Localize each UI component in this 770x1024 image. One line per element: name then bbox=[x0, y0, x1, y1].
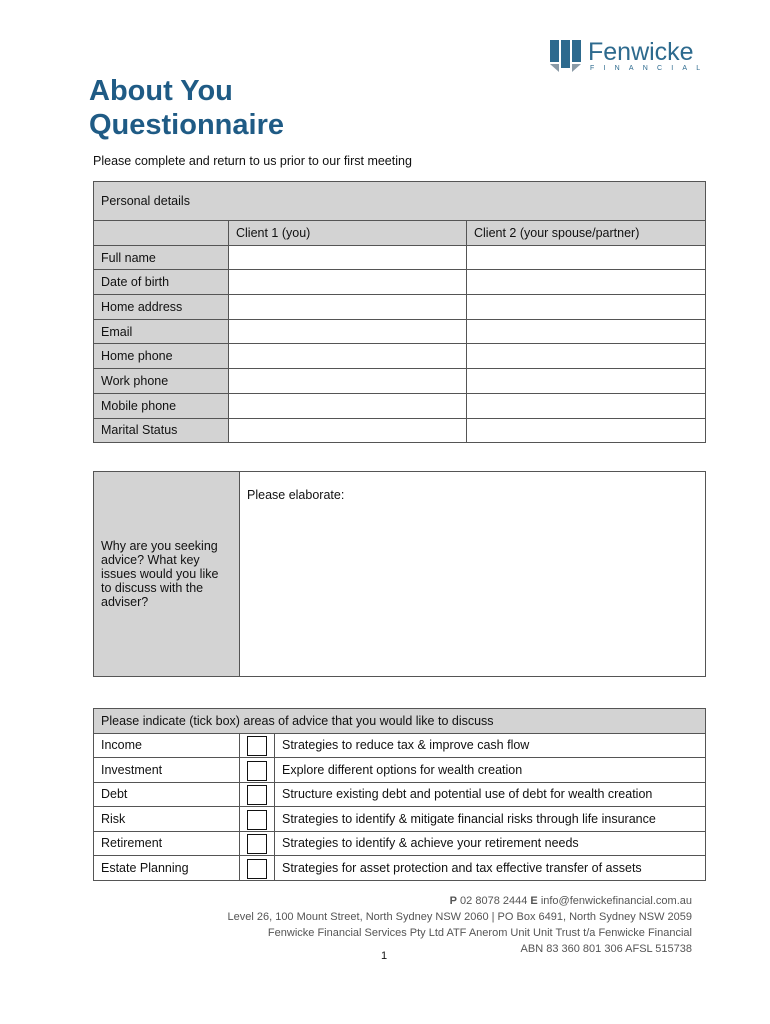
page-footer bbox=[228, 893, 693, 957]
table-row bbox=[94, 344, 706, 369]
checkbox-cell bbox=[240, 782, 275, 807]
table-row bbox=[94, 295, 706, 320]
table-row bbox=[94, 758, 706, 783]
advice-area-description: Strategies to identify & achieve your retirement needs bbox=[275, 831, 706, 856]
title-line-2: Questionnaire bbox=[89, 109, 284, 141]
footer-address: Level 26, 100 Mount Street, North Sydney NSW 2060 | PO Box 6491, North Sydney NSW 2059 bbox=[227, 911, 692, 923]
row-label: Home phone bbox=[94, 344, 229, 369]
footer-phone: 02 8078 2444 bbox=[460, 895, 528, 907]
footer-contact-line bbox=[228, 893, 693, 909]
blank-header-cell bbox=[94, 221, 229, 246]
table-row bbox=[94, 807, 706, 832]
row-label: Full name bbox=[94, 245, 229, 270]
investment-checkbox[interactable] bbox=[247, 761, 267, 781]
client1-column-header: Client 1 (you) bbox=[229, 221, 467, 246]
row-label: Home address bbox=[94, 295, 229, 320]
advice-area-description: Structure existing debt and potential use of debt for wealth creation bbox=[275, 782, 706, 807]
seeking-advice-question: Why are you seeking advice? What key issues would you like to discuss with the adviser? bbox=[94, 472, 240, 677]
client1-home-phone-field[interactable] bbox=[229, 344, 467, 369]
email-label: E bbox=[530, 895, 538, 907]
advice-area-label: Investment bbox=[94, 758, 240, 783]
page-number: 1 bbox=[381, 950, 388, 962]
personal-details-table bbox=[93, 181, 706, 443]
advice-area-description: Strategies to reduce tax & improve cash flow bbox=[275, 733, 706, 758]
debt-checkbox[interactable] bbox=[247, 785, 267, 805]
client1-mobile-phone-field[interactable] bbox=[229, 393, 467, 418]
footer-abn: ABN 83 360 801 306 AFSL 515738 bbox=[520, 943, 692, 955]
advice-area-label: Estate Planning bbox=[94, 856, 240, 881]
table-row bbox=[94, 319, 706, 344]
row-label: Mobile phone bbox=[94, 393, 229, 418]
page-subtitle: Please complete and return to us prior to our first meeting bbox=[93, 154, 412, 168]
logo-mark-icon bbox=[550, 40, 584, 72]
advice-area-label: Risk bbox=[94, 807, 240, 832]
checkbox-cell bbox=[240, 758, 275, 783]
table-row bbox=[94, 782, 706, 807]
table-row bbox=[94, 245, 706, 270]
elaborate-prompt: Please elaborate: bbox=[247, 488, 345, 502]
footer-entity: Fenwicke Financial Services Pty Ltd ATF Anerom Unit Unit Trust t/a Fenwicke Financial bbox=[267, 927, 692, 939]
logo-subtitle: FINANCIAL bbox=[590, 65, 710, 72]
client2-home-address-field[interactable] bbox=[467, 295, 706, 320]
row-label: Date of birth bbox=[94, 270, 229, 295]
table-row bbox=[94, 733, 706, 758]
row-label: Work phone bbox=[94, 369, 229, 394]
page-title bbox=[89, 74, 284, 142]
table-row bbox=[94, 369, 706, 394]
row-label: Marital Status bbox=[94, 418, 229, 443]
retirement-checkbox[interactable] bbox=[247, 834, 267, 854]
advice-areas-header: Please indicate (tick box) areas of advice that you would like to discuss bbox=[94, 709, 706, 734]
client1-full-name-field[interactable] bbox=[229, 245, 467, 270]
client2-work-phone-field[interactable] bbox=[467, 369, 706, 394]
table-row bbox=[94, 270, 706, 295]
footer-email[interactable]: info@fenwickefinancial.com.au bbox=[540, 895, 692, 907]
advice-areas-table bbox=[93, 708, 706, 881]
table-row bbox=[94, 393, 706, 418]
checkbox-cell bbox=[240, 807, 275, 832]
logo-name: Fenwicke bbox=[588, 38, 694, 66]
advice-area-description: Strategies to identify & mitigate financial risks through life insurance bbox=[275, 807, 706, 832]
checkbox-cell bbox=[240, 733, 275, 758]
table-row bbox=[94, 418, 706, 443]
advice-area-description: Explore different options for wealth creation bbox=[275, 758, 706, 783]
client2-full-name-field[interactable] bbox=[467, 245, 706, 270]
checkbox-cell bbox=[240, 856, 275, 881]
table-row bbox=[94, 856, 706, 881]
advice-area-label: Debt bbox=[94, 782, 240, 807]
client2-email-field[interactable] bbox=[467, 319, 706, 344]
advice-area-label: Income bbox=[94, 733, 240, 758]
estate-planning-checkbox[interactable] bbox=[247, 859, 267, 879]
client2-mobile-phone-field[interactable] bbox=[467, 393, 706, 418]
client1-email-field[interactable] bbox=[229, 319, 467, 344]
advice-area-label: Retirement bbox=[94, 831, 240, 856]
client2-marital-status-field[interactable] bbox=[467, 418, 706, 443]
advice-area-description: Strategies for asset protection and tax effective transfer of assets bbox=[275, 856, 706, 881]
table-row bbox=[94, 831, 706, 856]
title-line-1: About You bbox=[89, 75, 233, 107]
client2-home-phone-field[interactable] bbox=[467, 344, 706, 369]
client1-marital-status-field[interactable] bbox=[229, 418, 467, 443]
row-label: Email bbox=[94, 319, 229, 344]
client2-column-header: Client 2 (your spouse/partner) bbox=[467, 221, 706, 246]
client1-date-of-birth-field[interactable] bbox=[229, 270, 467, 295]
income-checkbox[interactable] bbox=[247, 736, 267, 756]
risk-checkbox[interactable] bbox=[247, 810, 267, 830]
elaborate-answer-field[interactable] bbox=[240, 472, 706, 677]
seeking-advice-table bbox=[93, 471, 706, 677]
client2-date-of-birth-field[interactable] bbox=[467, 270, 706, 295]
checkbox-cell bbox=[240, 831, 275, 856]
phone-label: P bbox=[449, 895, 457, 907]
company-logo bbox=[550, 38, 710, 74]
client1-home-address-field[interactable] bbox=[229, 295, 467, 320]
personal-details-header: Personal details bbox=[94, 182, 706, 221]
client1-work-phone-field[interactable] bbox=[229, 369, 467, 394]
